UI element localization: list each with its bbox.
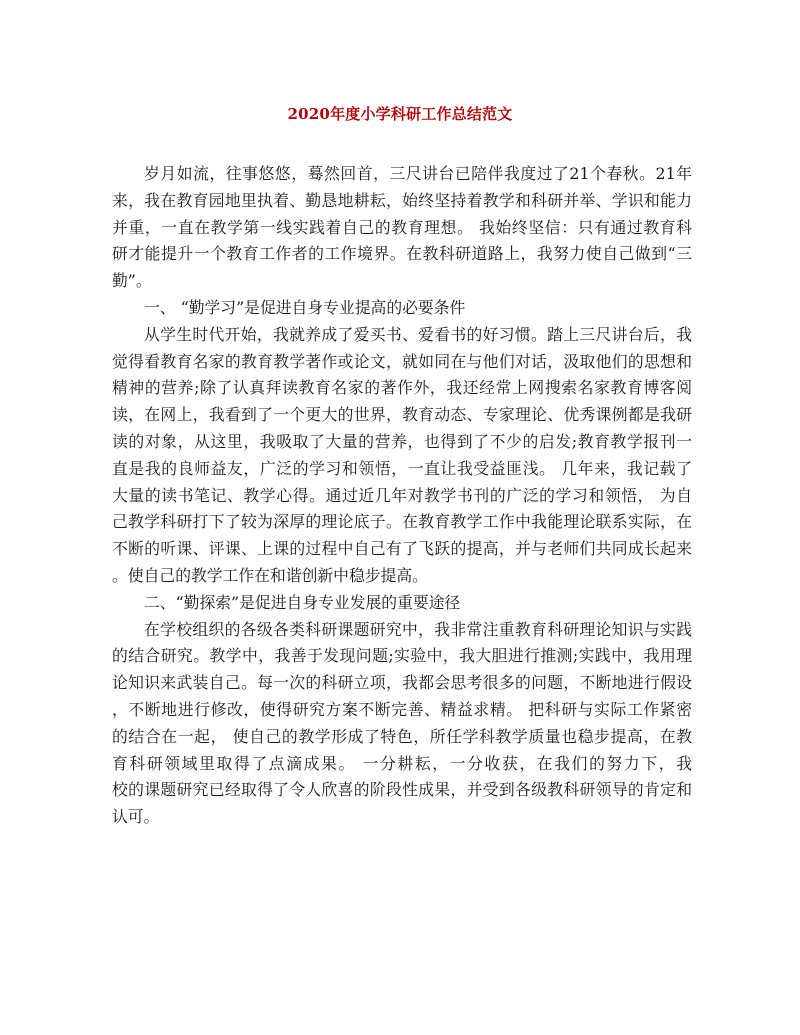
paragraph-line: 直是我的良师益友，广泛的学习和领悟，一直让我受益匪浅。 几年来，我记载了	[112, 458, 692, 478]
paragraph-line: 并重，一直在教学第一线实践着自己的教育理想。 我始终坚信：只有通过教育科	[112, 217, 692, 237]
paragraph-line: 岁月如流，往事悠悠，蓦然回首，三尺讲台已陪伴我度过了21个春秋。21年	[144, 164, 692, 183]
paragraph-line: 。使自己的教学工作在和谐创新中稳步提高。	[112, 565, 428, 585]
paragraph-line: 从学生时代开始，我就养成了爱买书、爱看书的好习惯。踏上三尺讲台后，我	[144, 324, 692, 344]
paragraph-line: 不断的听课、评课、上课的过程中自己有了飞跃的提高，并与老师们共同成长起来	[112, 539, 692, 559]
paragraph-line: 论知识来武装自己。每一次的科研立项，我都会思考很多的问题，不断地进行假设	[112, 673, 692, 693]
paragraph-line: 觉得看教育名家的教育教学著作或论文，就如同在与他们对话，汲取他们的思想和	[112, 351, 692, 371]
paragraph-line: 来，我在教育园地里执着、勤恳地耕耘，始终坚持着教学和科研并举、学识和能力	[112, 190, 692, 210]
section-heading: 一、 “勤学习”是促进自身专业提高的必要条件	[144, 297, 466, 317]
paragraph-line: 大量的读书笔记、教学心得。通过近几年对教学书刊的广泛的学习和领悟， 为自	[112, 485, 692, 505]
paragraph-line: 读，在网上，我看到了一个更大的世界，教育动态、专家理论、优秀课例都是我研	[112, 405, 692, 425]
paragraph-line: 在学校组织的各级各类科研课题研究中，我非常注重教育科研理论知识与实践	[144, 619, 692, 639]
paragraph-line: 研才能提升一个教育工作者的工作境界。在教科研道路上，我努力使自己做到“三	[112, 244, 692, 264]
paragraph-line: 的结合研究。教学中，我善于发现问题;实验中，我大胆进行推测;实践中，我用理	[112, 646, 692, 666]
paragraph-line: 育科研领域里取得了点滴成果。 一分耕耘，一分收获，在我们的努力下，我	[112, 753, 692, 773]
document-body	[112, 161, 692, 831]
document-title: 2020年度小学科研工作总结范文	[287, 105, 513, 123]
paragraph-line: 精神的营养;除了认真拜读教育名家的著作外，我还经常上网搜索名家教育博客阅	[112, 378, 692, 398]
section-heading: 二、“勤探索”是促进自身专业发展的重要途径	[144, 592, 461, 612]
paragraph-line: 校的课题研究已经取得了令人欣喜的阶段性成果，并受到各级教科研领导的肯定和	[112, 780, 692, 800]
paragraph-line: ，不断地进行修改，使得研究方案不断完善、精益求精。 把科研与实际工作紧密	[112, 699, 692, 719]
paragraph-line: 读的对象，从这里，我吸取了大量的营养，也得到了不少的启发;教育教学报刊一	[112, 431, 692, 451]
paragraph-line: 勤”。	[112, 271, 152, 291]
paragraph-line: 认可。	[112, 807, 160, 827]
paragraph-line: 的结合在一起， 使自己的教学形成了特色，所任学科教学质量也稳步提高，在教	[112, 726, 692, 746]
paragraph-line: 己教学科研打下了较为深厚的理论底子。在教育教学工作中我能理论联系实际，在	[112, 512, 692, 532]
